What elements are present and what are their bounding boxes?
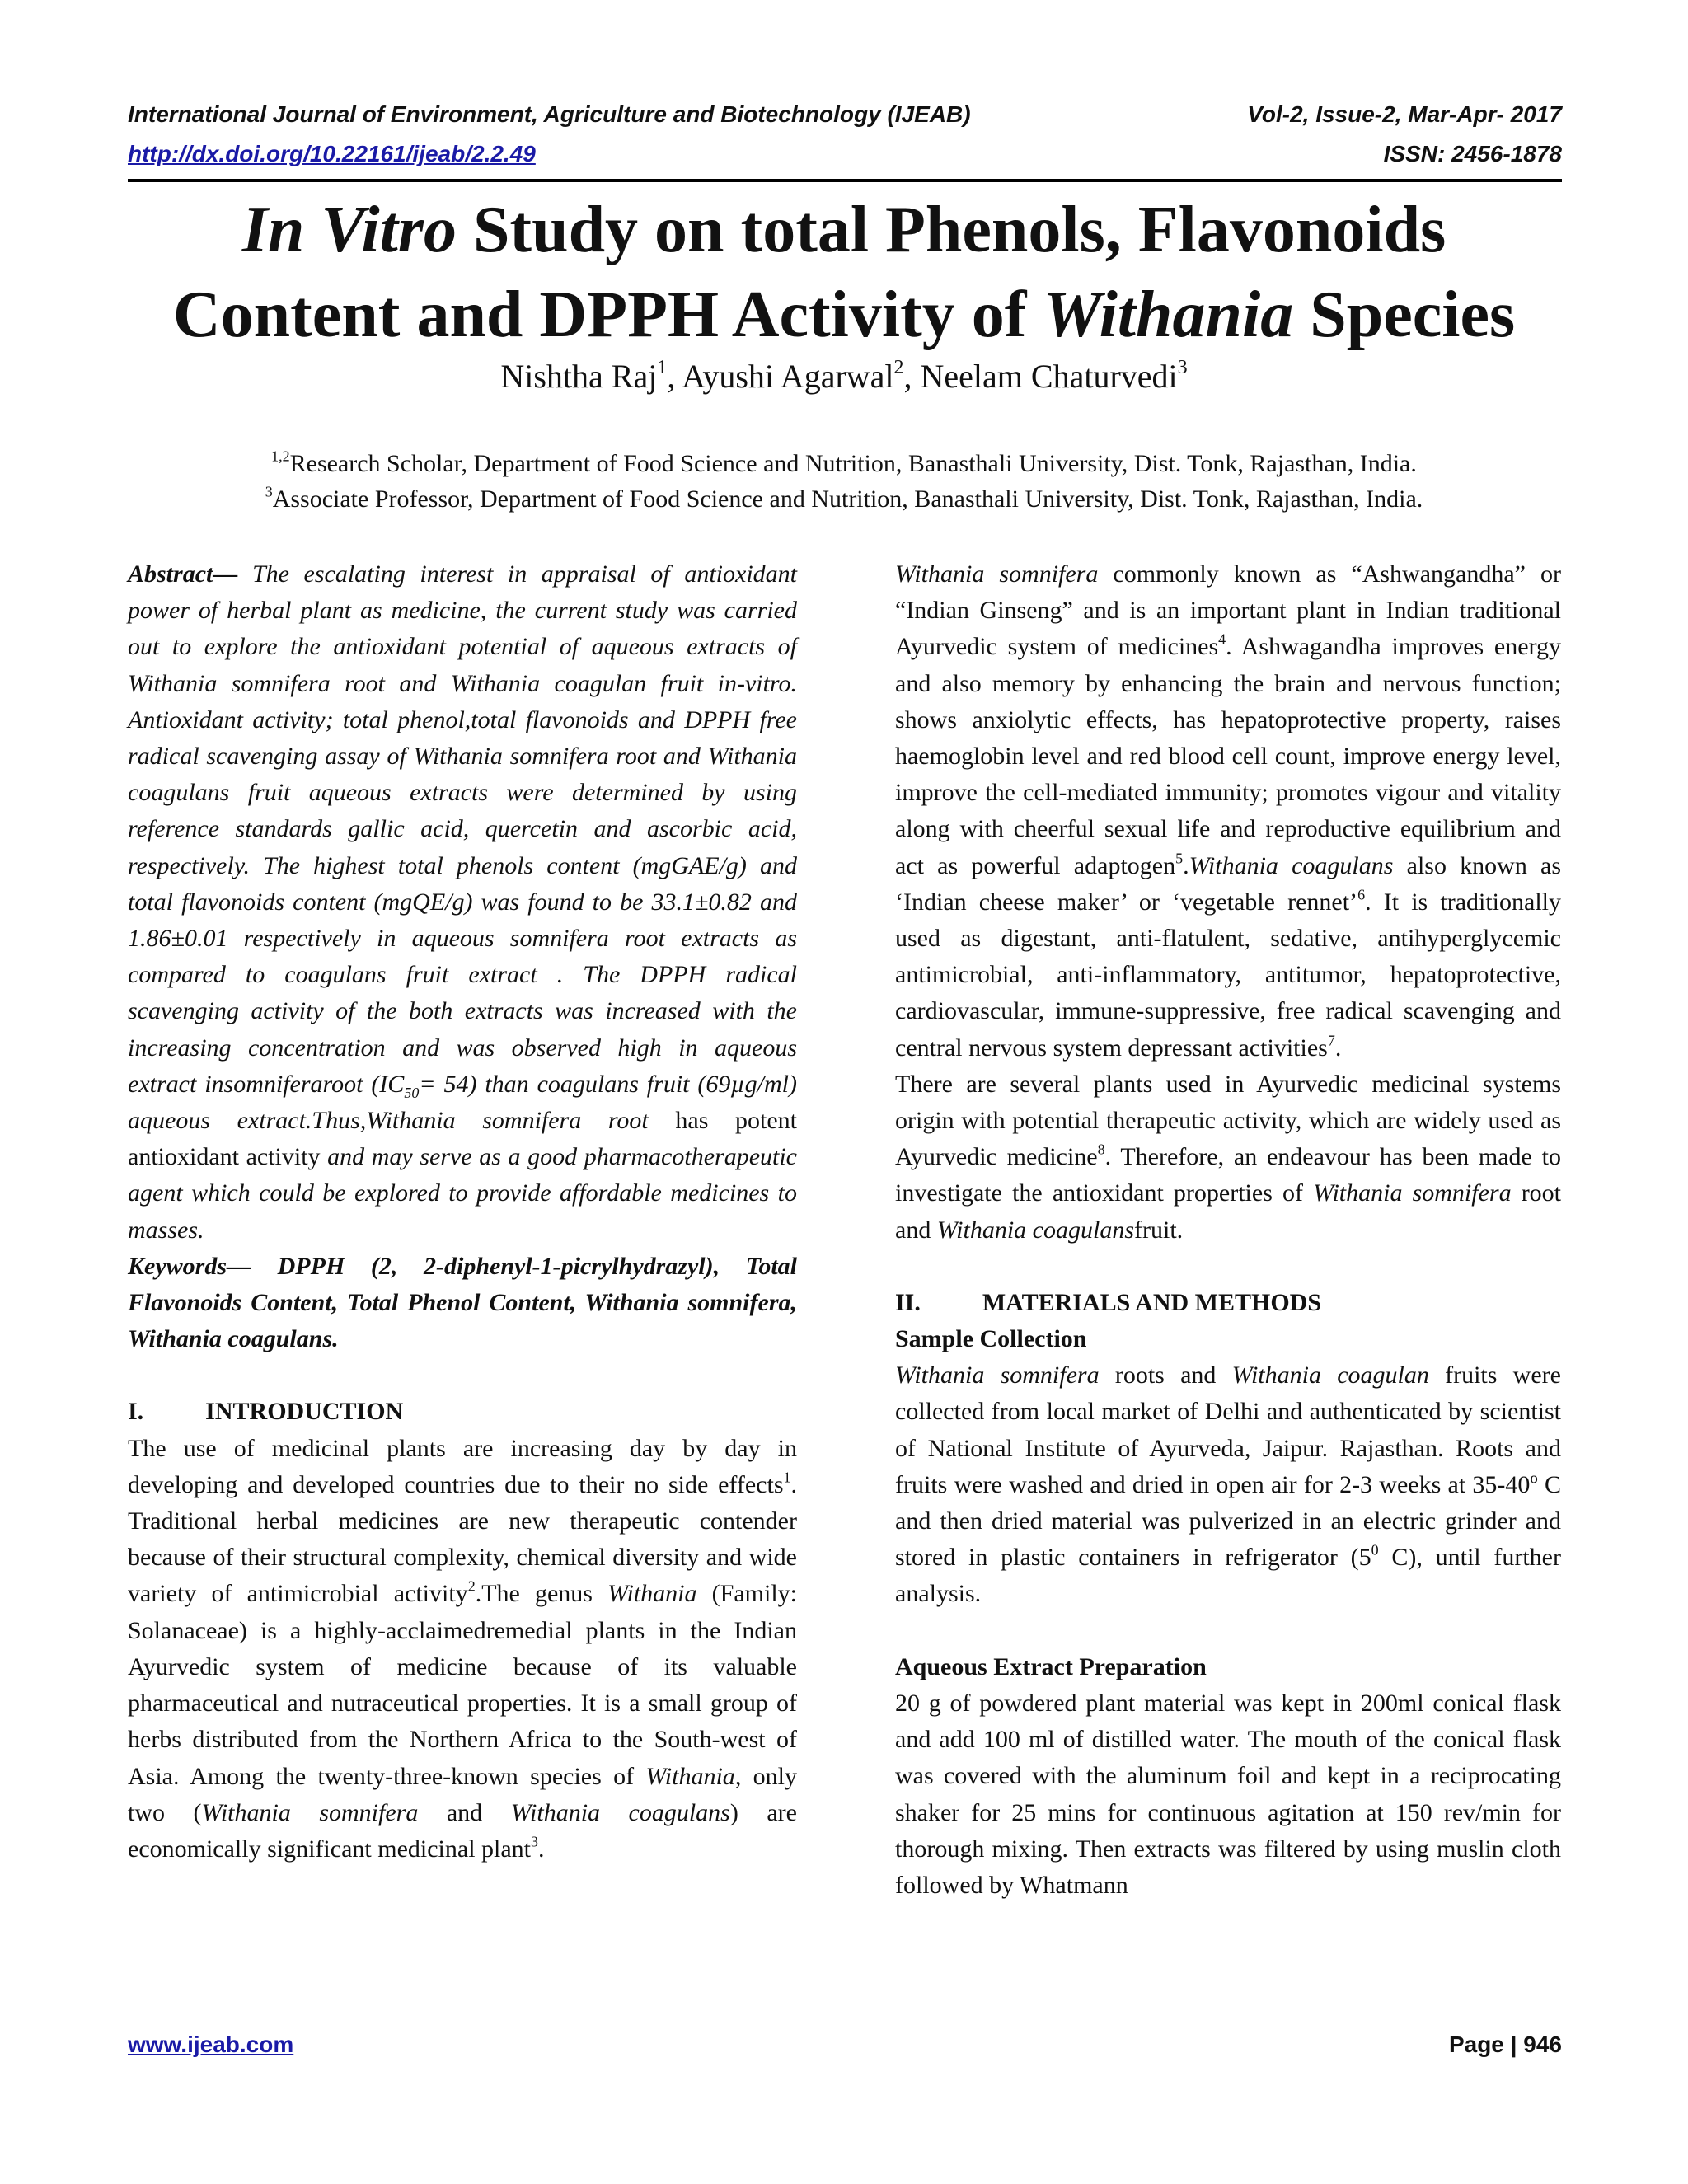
introduction-text: The use of medicinal plants are increasing day by day in developing and developed countries due to their no side effects$^1$. Traditional herbal medicines are new therapeutic contender because of their structural complexity, chemical diversity and wide variety of antimicrobial activity$^2$.The genus Withania (Family: Solanaceae) is a highly-acclaimedremedial plants in the Indian Ayurvedic system of medicine because of its valuable pharmaceutical and nutraceutical properties. It is a small group of herbs distributed from the Northern Africa to the South-west of Asia. Among the twenty-three-known species of Withania, only two (Withania somnifera and Withania coagulans) are economically significant medicinal plant$^3$.	[128, 1434, 797, 1863]
keywords: Keywords— DPPH (2, 2-diphenyl-1-picrylhydrazyl), Total Flavonoids Content, Total Phenol Content, Withania somnifera, Withania coagulans.	[128, 1252, 797, 1353]
journal-website-link[interactable]: www.ijeab.com	[128, 2032, 294, 2057]
aqueous-extract-text: 20 g of powdered plant material was kept in 200ml conical flask and add 100 ml of distilled water. The mouth of the conical flask was covered with the aluminum foil and kept in a reciprocating shaker for 25 mins for continuous agitation at 150 rev/min for thorough mixing. Then extracts was filtered by using muslin cloth followed by Whatmann	[895, 1689, 1561, 1899]
withania-description: Withania somnifera commonly known as “Ashwangandha” or “Indian Ginseng” and is an important plant in Indian traditional Ayurvedic system of medicines$^4$. Ashwagandha improves energy and also memory by enhancing the brain and nervous function; shows anxiolytic effects, has hepatoprotective property, raises haemoglobin level and red blood cell count, improve energy level, improve the cell-mediated immunity; promotes vigour and vitality along with cheerful sexual life and reproductive equilibrium and act as powerful adaptogen$^5$.Withania coagulans also known as ‘Indian cheese maker’ or ‘vegetable rennet’$^6$. It is traditionally used as digestant, anti-flatulent, sedative, antihyperglycemic antimicrobial, anti-inflammatory, antitumor, hepatoprotective, cardiovascular, immune-suppressive, free radical scavenging and central nervous system depressant activities$^7$.	[895, 560, 1562, 1062]
study-aim: There are several plants used in Ayurvedic medicinal systems origin with potential therapeutic activity, which are widely used as Ayurvedic medicine$^8$. Therefore, an endeavour has been made to investigate the antioxidant properties of Withania somnifera root and Withania coagulansfruit.	[895, 1070, 1562, 1244]
doi-link[interactable]: http://dx.doi.org/10.22161/ijeab/2.2.49	[128, 141, 536, 166]
volume-issue: Vol-2, Issue-2, Mar-Apr- 2017	[1247, 101, 1562, 127]
right-column	[895, 556, 1561, 1904]
abstract: Abstract— The escalating interest in appraisal of antioxidant power of herbal plant as medicine, the current study was carried out to explore the antioxidant potential of aqueous extracts of Withania somnifera root and Withania coagulan fruit in-vitro. Antioxidant activity; total phenol,total flavonoids and DPPH free radical scavenging assay of Withania somnifera root and Withania coagulans fruit aqueous extracts were determined by using reference standards gallic acid, quercetin and ascorbic acid, respectively. The highest total phenols content (mgGAE/g) and total flavonoids content (mgQE/g) was found to be 33.1±0.82 and 1.86±0.01 respectively in aqueous somnifera root extracts as compared to coagulans fruit extract . The DPPH radical scavenging activity of the both extracts was increased with the increasing concentration and was observed high in aqueous extract insomniferaroot $(IC_{50}= 54)$ than coagulans fruit (69µg/ml) aqueous extract.Thus,Withania somnifera root has potent antioxidant activity and may serve as a good pharmacotherapeutic agent which could be explored to provide affordable medicines to masses.	[128, 560, 797, 1244]
page-number: Page | 946	[1448, 2032, 1562, 2057]
sample-collection-heading: Sample Collection	[895, 1325, 1087, 1353]
issn: ISSN: 2456-1878	[1383, 141, 1562, 166]
affiliation-2: $^3$Associate Professor, Department of Food Science and Nutrition, Banasthali University, Dist. Tonk, Rajasthan, India.	[265, 483, 1423, 513]
left-column	[128, 556, 797, 1868]
introduction-heading: I. INTRODUCTION	[128, 1398, 404, 1426]
journal-name: International Journal of Environment, Agriculture and Biotechnology (IJEAB)	[128, 101, 971, 127]
aqueous-extract-heading: Aqueous Extract Preparation	[895, 1652, 1207, 1680]
sample-collection-text: Withania somnifera roots and Withania coagulan fruits were collected from local market of Delhi and authenticated by scientist of National Institute of Ayurveda, Jaipur. Rajasthan. Roots and fruits were washed and dried in open air for 2-3 weeks at 35-40º C and then dried material was pulverized in an electric grinder and stored in plastic containers in refrigerator ($5^0$ C), until further analysis.	[895, 1361, 1561, 1608]
author-list: Nishtha Raj$^1$, Ayushi Agarwal$^2$, Neelam Chaturvedi$^3$	[500, 357, 1188, 395]
methods-heading: II. MATERIALS AND METHODS	[895, 1288, 1322, 1316]
paper-title: In Vitro Study on total Phenols, Flavonoids Content and DPPH Activity of Withania Species	[172, 194, 1516, 351]
header-divider	[128, 179, 1562, 182]
affiliation-1: $^{1,2}$Research Scholar, Department of Food Science and Nutrition, Banasthali University, Dist. Tonk, Rajasthan, India.	[271, 448, 1417, 477]
